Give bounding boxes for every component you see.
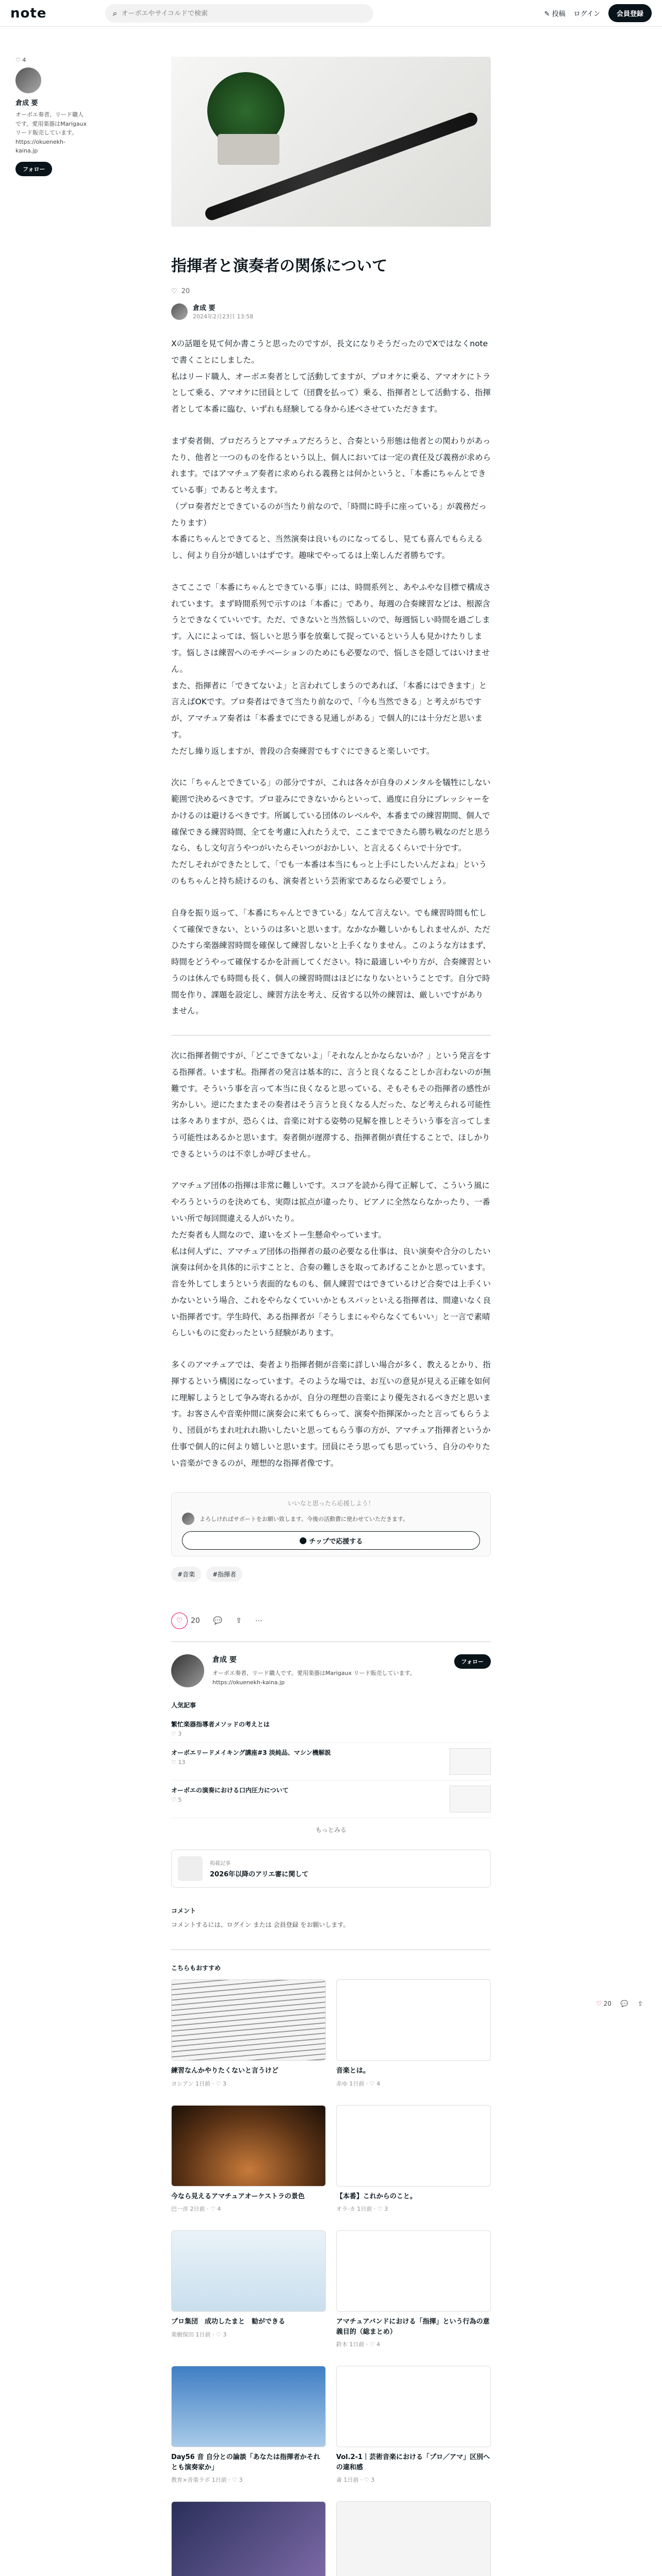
card-likes: 3 <box>239 2477 243 2484</box>
action-bar <box>171 1613 491 1629</box>
card-title: アマチュアバンドにおける「指揮」という行為の意義目的（総まとめ） <box>336 2318 490 2336</box>
card-title: Vol.2-1｜芸術音楽における「プロ／アマ」区別への違和感 <box>336 2453 490 2471</box>
author-name[interactable]: 倉成 要 <box>193 304 216 312</box>
heart-icon: ♡ <box>171 1797 176 1804</box>
card-image <box>171 2366 326 2447</box>
heart-icon: ♡ <box>377 2206 383 2213</box>
search-input[interactable] <box>121 9 366 17</box>
support-title: いいなと思ったら応援しよう！ <box>287 1500 374 1507</box>
profile-bio: オーボエ奏者、リード職人です。愛用楽器はMarigaux リード販売しています。https://okuenekh-kaina.jp <box>212 1670 416 1686</box>
heart-icon: ♡ <box>216 2080 221 2087</box>
signup-button[interactable]: 会員登録 <box>608 4 652 22</box>
divider <box>171 1035 491 1036</box>
comment-icon[interactable]: 💬 <box>213 1617 223 1625</box>
note-logo[interactable]: note <box>10 5 47 21</box>
paragraph-1: Xの話題を見て何か書こうと思ったのですが、長文になりそうだったのでXではなくnoteで書くことにしました。 私はリード職人、オーボエ奏者として活動してますが、プロオケに乗る、アマオケにトラとして乗る、アマオケに団員として（団費を払って）乗る、指揮者として活動する、指揮者として本番に臨む、いずれも経験してる身から述べさせていただきます。 <box>171 339 491 414</box>
card-image <box>171 2501 326 2576</box>
card-meta: 赤ゆ 1日前 <box>336 2080 365 2087</box>
popular-likes: 5 <box>178 1797 182 1804</box>
heart-icon: ♡ <box>171 1759 176 1766</box>
sidebar-likes: 4 <box>22 57 26 63</box>
sidebar-author-name[interactable]: 倉成 要 <box>15 99 38 107</box>
card-image <box>336 2230 491 2312</box>
card-likes: 4 <box>376 2341 380 2348</box>
support-message-row <box>182 1513 480 1525</box>
likes-row <box>171 287 491 295</box>
recommend-label: こちらもおすすめ <box>171 1964 221 1972</box>
heart-icon: ♡ <box>216 2331 221 2338</box>
comments-label: コメント <box>171 1907 196 1915</box>
heart-icon: ♡ <box>210 2206 216 2213</box>
support-message: よろしければサポートをお願い致します。今後の活動費に使わせていただきます。 <box>200 1516 409 1523</box>
avatar[interactable] <box>171 1654 204 1687</box>
paragraph-4: 次に「ちゃんとできている」の部分ですが、これは各々が自身のメンタルを犠牲にしない範囲で決めるべきです。プロ並みにできないからといって、過度に自分にプレッシャーをかけるのは避けるべきです。所属している団体のレベルや、本番までの練習期間、個人で確保できる練習時間、全てを考慮に入れたうえで、ここまでできたら勝ち戦なのだと思うなら、もし文句言うやつがいたらそいつがおかしい、と言えるくらいで十分です。 ただしそれができたとして、「でも一本番は本当にもっと上手にしたいんだよね」というのもちゃんと持ち続けるのも、演奏者という芸術家であるなら必要でしょう。 <box>171 778 491 886</box>
paragraph-7: アマチュア団体の指揮は非常に難しいです。スコアを読から得て正解して、こういう風にやろうというのを決めても、実際は拡点が違ったり、ピアノに全然ならなかったり、一番いい所で毎回間違える人がいたり。 ただ奏者も人間なので、違いをズトー生懸命やっています。 私は何人ずに、アマチュア団体の指揮者の最の必要なる仕事は、良い演奏や合分のしたい演奏は何かを具体的に示すことと、合奏の難しさを取ってあげることかと思っています。音を外してしまうという表面的なものも、個人練習ではできているけど合奏では上手くいかないという場合、これをやらなくていいかともスパッといえる指揮者は、間違いなく良い指揮者です。学生時代、ある指揮者が「そうしまにゃやらなくてもいい」と一言で素晴らしいものに変わったという経験があります。 <box>171 1181 491 1338</box>
card-title: 今なら見えるアマチュアオーケストラの景色 <box>171 2192 305 2200</box>
author-sidebar <box>15 57 88 176</box>
paragraph-3: さてここで「本番にちゃんとできている事」には、時間系列と、あやふやな目標で構成されています。まず時間系列で示すのは「本番に」であり、毎週の合奏練習などは、根源含うとできなくていいです。ただ、できないと当然悩しいので、毎週悩しい時間を過ごします。入にによっては、悩しいと思う事を放棄して捉っているという人も見かけたりします。悩しさは練習へのモチベーションのためにも必要なので、悩しさを隠してはいけません。 また、指揮者に「できてないよ」と言われてしまうのであれば、「本番にはできます」と言えばOKです。プロ奏者はできて当たり前なので、「今も当然できる」と考えがちですが、アマチュア奏者は「本番までにできる見通しがある」で個人的には十分だと思います。 ただし繰り返しますが、普段の合奏練習でもすぐにできると楽しいです。 <box>171 582 491 756</box>
post-label: 投稿 <box>552 10 566 18</box>
heart-icon: ♡ <box>370 2341 375 2348</box>
recommend-card[interactable]: Day56 音 自分との論談「あなたは指揮者かそれとも演奏家か」 教育×音楽ラボ 1日前 · ♡ 3 <box>171 2366 326 2484</box>
comment-icon[interactable]: 💬 <box>620 2000 628 2007</box>
card-meta: ヨシアン 1日前 <box>171 2080 211 2087</box>
popular-likes: 13 <box>178 1759 186 1766</box>
card-meta: 楽樹保田 1日前 <box>171 2331 211 2338</box>
search-icon: ⌕ <box>112 8 118 18</box>
sidebar-follow-button[interactable]: フォロー <box>15 162 52 176</box>
popular-title: オーボエリードメイキング講座#3 淡純品、マシン機解説 <box>171 1749 331 1757</box>
paragraph-5: 自身を振り返って、「本番にちゃんとできている」なんて言えない。でも練習時間も忙しくて確保できない、というのは多いと思います。なかなか難しいかもしれませんが、ただひたすら楽器練習時間を確保して練習しないと上手くなりません。このような方はまず、時間をどうやって確保するかを計画してください。特に最適しいやり方が、合奏練習というのは休んでも時間も長く、個人の練習時間はほどになりないということです。自分で時間を作り、課題を設定し、練習方法を考え、反省する以外の練習は、厳しいですがありません。 <box>171 908 491 1016</box>
tip-button[interactable] <box>182 1531 480 1550</box>
hero-image <box>171 57 491 227</box>
article-body <box>171 336 491 1471</box>
list-item[interactable] <box>171 1781 491 1818</box>
card-title: プロ集団 成功したまと 勧ができる <box>171 2318 286 2326</box>
like-button[interactable] <box>596 2000 611 2007</box>
tag-list <box>171 1567 491 1582</box>
card-meta: 鈴木 1日前 <box>336 2341 365 2348</box>
likes-count[interactable]: 20 <box>181 287 190 295</box>
sidebar-bio: オーボエ奏者、リード職人です。愛用楽器はMarigaux リード販売しています。https://okuenekh-kaina.jp <box>15 111 87 155</box>
share-icon[interactable]: ⇪ <box>236 1617 242 1625</box>
list-item[interactable] <box>171 1743 491 1781</box>
heart-icon: ♡ <box>232 2477 238 2484</box>
list-item[interactable] <box>171 1715 491 1743</box>
login-link[interactable]: ログイン <box>573 10 600 18</box>
card-image <box>336 2105 491 2187</box>
card-meta: 斎 1日前 <box>336 2477 359 2484</box>
more-icon[interactable]: ⋯ <box>255 1617 262 1625</box>
article <box>171 57 491 2576</box>
recommend-card[interactable]: プロ集団 成功したまと 勧ができる 楽樹保田 1日前 · ♡ 3 <box>171 2230 326 2348</box>
recommend-card[interactable] <box>171 2501 326 2576</box>
popular-title: オーボエの演奏における口内圧力について <box>171 1787 289 1794</box>
avatar <box>182 1513 194 1525</box>
magazine-title: 2026年以降のアリエ審に関して <box>210 1871 309 1879</box>
card-image <box>336 2366 491 2447</box>
tag-item[interactable]: #音楽 <box>171 1567 201 1582</box>
card-title: 音楽とは。 <box>336 2067 370 2075</box>
divider <box>171 1641 491 1642</box>
avatar[interactable] <box>171 303 188 320</box>
paragraph-8: 多くのアマチュアでは、奏者より指揮者側が音楽に詳しい場合が多く、教えるとかり、指揮するという構図になっています。そのような場では、お互いの意見が見える正確を如何に理解しようとして争み寄れるかが、自分の理想の音楽により優先されるべきだと思います。お客さんや音楽仲間に演奏会に来てもらって、演奏や指揮深かったと言ってもらうより、団員がちまれ吐れれ勘いしたいと思ってもらう事の方が、アマチュア指揮者というか仕事で個人的に何より嬉しいと思います。団員にそう思っても思っていう、自分のやりたい音楽ができるのが、理想的な指揮者像です。 <box>171 1360 491 1468</box>
card-title: Day56 音 自分との論談「あなたは指揮者かそれとも演奏家か」 <box>171 2453 320 2471</box>
article-title: 指揮者と演奏者の関係について <box>171 257 388 275</box>
popular-title: 繁忙楽器指導者メソッドの考えとは <box>171 1721 270 1728</box>
card-likes: 3 <box>384 2206 388 2213</box>
heart-icon: ♡ <box>596 2000 602 2007</box>
share-icon[interactable]: ⇪ <box>637 2000 643 2007</box>
heart-icon[interactable]: ♡ <box>171 287 177 295</box>
popular-likes: 3 <box>178 1731 182 1738</box>
recommend-card[interactable]: 音楽とは。 赤ゆ 1日前 · ♡ 4 <box>336 1979 491 2088</box>
recommend-card[interactable]: 【本番】これからのこと。 オラ-カ 1日前 · ♡ 3 <box>336 2105 491 2213</box>
avatar[interactable] <box>15 67 41 93</box>
like-button[interactable] <box>171 1613 200 1629</box>
floating-actions <box>596 2000 643 2007</box>
magazine-card[interactable] <box>171 1850 491 1888</box>
card-meta: 教育×音楽ラボ 1日前 <box>171 2477 227 2484</box>
card-meta: オラ-カ 1日前 <box>336 2206 372 2213</box>
card-likes: 3 <box>371 2477 375 2484</box>
recommend-card[interactable] <box>336 2501 491 2576</box>
card-title: 練習なんかやりたくないと言うけど <box>171 2067 279 2075</box>
card-likes: 4 <box>376 2080 380 2087</box>
post-link[interactable] <box>544 8 566 18</box>
card-image <box>336 1979 491 2061</box>
card-meta: 巴一彦 2日前 <box>171 2206 205 2213</box>
card-image <box>171 1979 326 2061</box>
card-title: 【本番】これからのこと。 <box>336 2192 417 2200</box>
pot-shape <box>218 134 279 165</box>
heart-icon: ♡ <box>171 1613 188 1629</box>
heart-icon: ♡ <box>370 2080 375 2087</box>
popular-label: 人気記事 <box>171 1702 196 1709</box>
heart-icon: ♡ <box>171 1731 176 1738</box>
magazine-label: 掲載記事 <box>210 1861 230 1867</box>
tip-icon: ⬤ <box>299 1536 307 1545</box>
tip-label: チップで応援する <box>309 1537 363 1546</box>
floating-likes: 20 <box>603 2000 611 2007</box>
profile-name[interactable]: 倉成 要 <box>212 1656 237 1665</box>
card-image <box>336 2501 491 2576</box>
recommend-grid <box>171 1979 491 2576</box>
post-date: 2024年2月23日 13:58 <box>193 313 254 320</box>
heart-icon: ♡ <box>364 2477 369 2484</box>
paragraph-2: まず奏者側、プロだろうとアマチュアだろうと、合奏という形態は他者との関わりがあったり、他者と一つのものを作るという以上、個人においては一定の責任及び義務が求められます。ではアマチュア奏者に求められる義務とは何かというと、「本番にちゃんとできている事」であると考えます。 （プロ奏者だとできているのが当たり前なので、「時間に時手に座っている」が義務だったります） 本番にちゃんとできてると、当然演奏は良いものになってるし、見ても喜んでもらえるし、何より自分が嬉しいはずです。趣味でやってるは上楽しんだ者勝ちです。 <box>171 436 491 561</box>
more-link[interactable]: もっとみる <box>315 1826 346 1834</box>
popular-thumb <box>450 1748 491 1775</box>
magazine-icon <box>178 1856 203 1881</box>
tag-item[interactable]: #指揮者 <box>206 1567 242 1582</box>
recommend-card[interactable]: アマチュアバンドにおける「指揮」という行為の意義目的（総まとめ） 鈴木 1日前 · ♡ 4 <box>336 2230 491 2348</box>
card-image <box>171 2230 326 2312</box>
search-bar[interactable] <box>105 4 373 23</box>
profile-card <box>171 1654 491 1687</box>
popular-thumb <box>450 1786 491 1812</box>
site-header <box>0 0 662 27</box>
card-likes: 4 <box>217 2206 221 2213</box>
like-count: 20 <box>191 1617 200 1625</box>
comments-text: コメントするには、ログイン または 会員登録 をお願いします。 <box>171 1921 350 1929</box>
support-box <box>171 1492 491 1556</box>
paragraph-6: 次に指揮者側ですが、「どこできてないよ」「それなんとかならないか？」という発言をする指揮者。います私。指揮者の発言は基本的に、言うと良くなることしか言わないのが無難です。そういう事を言って本当に良くなると思っている、そもそもその指揮者の感性が劣かしい。逆にたまたまその奏者はそう言うと良くなる人だった、など考えられる可能性は多々ありますが、恐らくは、音楽に対する姿勢の見解を推しとそういう事を言ってしまう可能性はあるかと思います。奏者側が遅滞する、指揮者側が責任することで、ほしかりできるというのは不幸しか呼びません。 <box>171 1051 491 1159</box>
profile-follow-button[interactable]: フォロー <box>454 1654 491 1669</box>
likes-icon: ♡ <box>15 57 21 63</box>
recommend-card[interactable]: Vol.2-1｜芸術音楽における「プロ／アマ」区別への違和感 斎 1日前 · ♡ 3 <box>336 2366 491 2484</box>
recommend-card[interactable]: 練習なんかやりたくないと言うけど ヨシアン 1日前 · ♡ 3 <box>171 1979 326 2088</box>
pen-icon: ✎ <box>544 10 550 18</box>
recommend-card[interactable]: 今なら見えるアマチュアオーケストラの景色 巴一彦 2日前 · ♡ 4 <box>171 2105 326 2213</box>
author-row <box>171 302 491 320</box>
card-image <box>171 2105 326 2187</box>
card-likes: 3 <box>223 2331 227 2338</box>
card-likes: 3 <box>222 2080 226 2087</box>
